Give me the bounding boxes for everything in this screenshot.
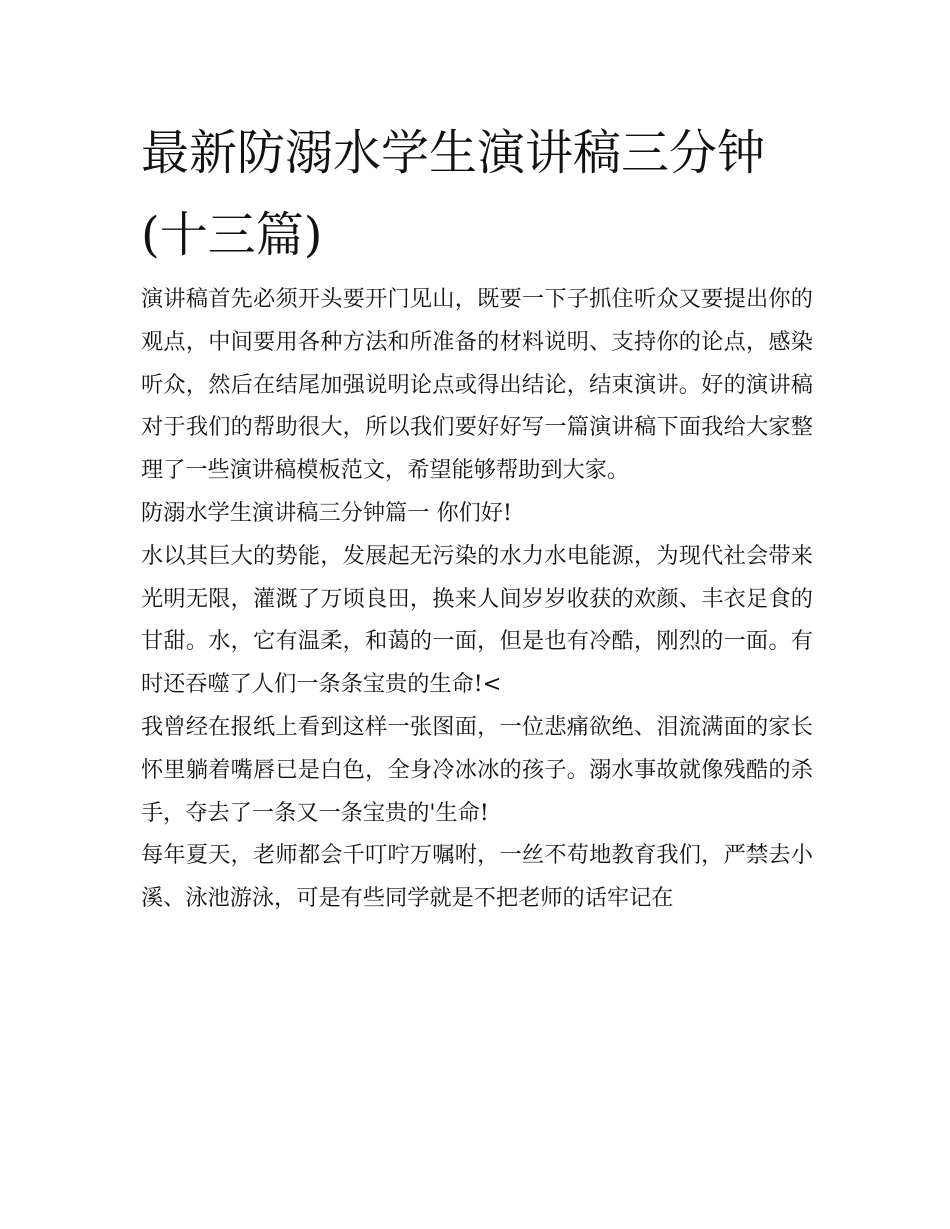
body-paragraph: 水以其巨大的势能，发展起无污染的水力水电能源，为现代社会带来光明无限，灌溉了万顷良田，换来人间岁岁收获的欢颜、丰衣足食的甘甜。水，它有温柔，和蔼的一面，但是也有冷酷，刚烈的一面。有时还吞噬了人们一条条宝贵的生命!< — [141, 542, 813, 698]
document-body — [141, 112, 813, 920]
body-paragraph: 我曾经在报纸上看到这样一张图面，一位悲痛欲绝、泪流满面的家长怀里躺着嘴唇已是白色，全身冷冰冰的孩子。溺水事故就像残酷的杀手，夺去了一条又一条宝贵的'生命! — [141, 713, 813, 826]
document-title: 最新防溺水学生演讲稿三分钟(十三篇) — [141, 125, 766, 263]
intro-paragraph: 演讲稿首先必须开头要开门见山，既要一下子抓住听众又要提出你的观点，中间要用各种方法和所准备的材料说明、支持你的论点，感染听众，然后在结尾加强说明论点或得出结论，结束演讲。好的演讲稿对于我们的帮助很大，所以我们要好好写一篇演讲稿下面我给大家整理了一些演讲稿模板范文，希望能够帮助到大家。 — [141, 286, 813, 484]
body-paragraph: 每年夏天，老师都会千叮咛万嘱咐，一丝不苟地教育我们，严禁去小溪、泳池游泳，可是有些同学就是不把老师的话牢记在 — [141, 842, 813, 912]
section-heading-paragraph: 防溺水学生演讲稿三分钟篇一 你们好! — [141, 499, 512, 526]
